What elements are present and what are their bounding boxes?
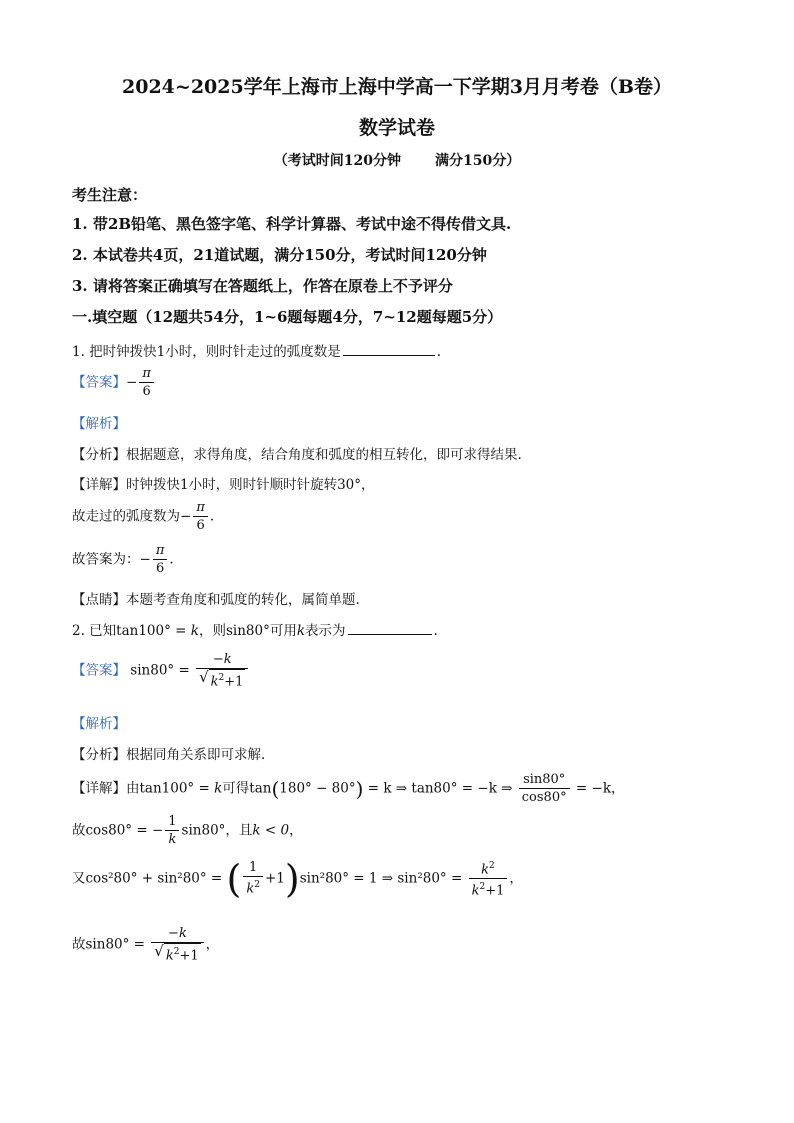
fraction: $\frac{\pi}{6}$ [153,543,168,577]
notice-heading: 考生注意： [72,186,148,204]
q2-analysis-tag: 【解析】 [72,716,126,732]
q2-detail-4: 故sin80° = −k √ $k^2+1$ ， [72,926,220,964]
notice-item-1: 1. 带2B铅笔、黑色签字笔、科学计算器、考试中途不得传借文具. [72,215,512,233]
answer-tag: 【答案】 [72,374,126,391]
answer-blank [348,622,432,635]
fraction: −k √ $k^2+1$ [196,652,248,690]
score-note: 满分150分） [435,153,521,169]
q1-detail: 【详解】时钟拨快1小时，则时针顺时针旋转30°， [72,477,375,493]
q2-answer: 【答案】 sin80° = −k √ $k^2+1$ [72,652,250,690]
answer-tag: 【答案】 [72,662,126,679]
fraction: $\frac{\pi}{6}$ [193,500,208,534]
q1-stem: 1. 把时钟拨快1小时，则时针走过的弧度数是 . [72,344,442,360]
q2-stem: 2. 已知tan100° = k，则sin80°可用k表示为 . [72,623,438,639]
exam-subtitle: 数学试卷 [358,117,435,139]
exam-title: 2024~2025学年上海市上海中学高一下学期3月月考卷（B卷） [122,76,672,98]
fraction: $\frac{\pi}{6}$ [139,366,154,400]
q1-analysis-tag: 【解析】 [72,416,126,432]
fraction: $\frac{k^2}{k^2+1}$ [469,858,508,900]
q2-detail-2: 故cos80° = − $\frac{1}{k}$ sin80°，且k < 0， [72,814,303,847]
q2-detail-3: 又cos²80° + sin²80° = ( $\frac{1}{k^2}$ +1)sin²80° = 1 ⇒ sin²80° = $\frac{k^2}{k^2+1}$ ， [72,856,523,901]
q1-comment: 【点睛】本题考查角度和弧度的转化，属简单题. [72,592,360,608]
q1-step2: 故走过的弧度数为− $\frac{\pi}{6}$ . [72,500,215,533]
q1-step3: 故答案为：− $\frac{\pi}{6}$ . [72,543,174,576]
exam-time-note [0,150,794,170]
fraction: −k √ $k^2+1$ [151,926,203,964]
fraction: $\frac{\sin 80^\circ}{\cos 80^\circ}$ [519,772,570,806]
q1-fenxi: 【分析】根据题意，求得角度，结合角度和弧度的相互转化，即可求得结果. [72,447,522,463]
fraction: $\frac{1}{k^2}$ [243,860,263,897]
notice-item-3: 3. 请将答案正确填写在答题纸上，作答在原卷上不予评分 [72,277,453,295]
q2-detail-1: 【详解】由tan100° = k可得tan(180° − 80°) = k ⇒ tan80° = −k ⇒ $\frac{\sin 80^\circ}{\cos 80^\circ}$ = −k， [72,772,625,805]
notice-item-2: 2. 本试卷共4页，21道试题，满分150分，考试时间120分钟 [72,246,487,264]
q2-fenxi: 【分析】根据同角关系即可求解. [72,747,266,763]
time-note: （考试时间120分钟 [273,153,401,169]
answer-blank [343,343,435,356]
q1-answer: 【答案】− $\frac{\pi}{6}$ [72,366,156,400]
section-heading: 一.填空题（12题共54分，1~6题每题4分，7~12题每题5分） [72,308,503,326]
fraction: $\frac{1}{k}$ [165,814,179,848]
